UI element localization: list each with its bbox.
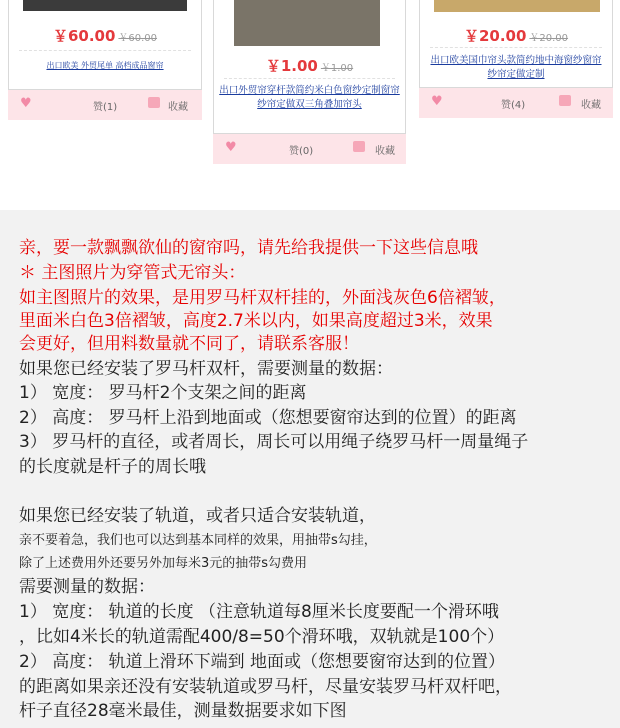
note-line: 里面米白色3倍褶皱，高度2.7米以内，如果高度超过3米，效果 (19, 311, 493, 331)
intro-line: 亲，要一款飘飘欲仙的窗帘吗，请先给我提供一下这些信息哦 (19, 238, 478, 258)
text-line: ，比如4米长的轨道需配400/8=50个滑环哦，双轨就是100个） (19, 627, 505, 647)
product-title-link[interactable]: 出口欧美 外贸尾单 高档成品窗帘 (46, 61, 164, 70)
original-price: ￥1.00 (320, 63, 354, 74)
heart-icon[interactable]: ♥ (20, 96, 32, 111)
product-image[interactable] (234, 0, 380, 46)
product-title-link[interactable]: 出口欧美国巾帘头款简约地中海窗纱窗帘纱帘定做定制 (430, 55, 602, 80)
original-price: ￥20.00 (529, 33, 569, 44)
product-price (420, 25, 612, 46)
note-line: 会更好，但用料数量就不同了，请联系客服！ (19, 334, 359, 354)
product-action-bar (419, 88, 613, 118)
product-action-bar (213, 134, 406, 164)
divider (19, 50, 191, 51)
original-price: ￥60.00 (118, 33, 158, 44)
text-line: 的距离如果亲还没有安装轨道或罗马杆，尽量安装罗马杆双杆吧， (19, 677, 512, 697)
text-line: 2） 高度： 罗马杆上沿到地面或（您想要窗帘达到的位置）的距离 (19, 408, 517, 428)
product-strip (0, 0, 620, 210)
folder-icon[interactable] (148, 97, 160, 108)
text-line: 需要测量的数据： (19, 577, 155, 597)
note-line: ＊ 主图照片为穿管式无帘头： (19, 263, 246, 283)
divider (224, 78, 395, 79)
like-count[interactable]: 赞(1) (93, 102, 118, 113)
product-image[interactable] (23, 0, 187, 11)
divider (430, 47, 602, 48)
text-line: 2） 高度： 轨道上滑环下端到 地面或（您想要窗帘达到的位置） (19, 652, 506, 672)
favorite-button[interactable]: 收藏 (168, 102, 188, 113)
favorite-button[interactable]: 收藏 (375, 146, 395, 157)
like-count[interactable]: 赞(0) (289, 146, 314, 157)
current-price: ￥60.00 (52, 27, 116, 45)
folder-icon[interactable] (353, 141, 365, 152)
heart-icon[interactable]: ♥ (225, 140, 237, 155)
note-line: 如主图照片的效果，是用罗马杆双杆挂的，外面浅灰色6倍褶皱， (19, 288, 506, 308)
product-title-link[interactable]: 出口外贸帘穿杆款简约米白色窗纱定制窗帘纱帘定做双三角叠加帘头 (219, 85, 400, 110)
product-price (9, 25, 201, 46)
current-price: ￥20.00 (463, 27, 527, 45)
like-count[interactable]: 赞(4) (501, 100, 526, 111)
heart-icon[interactable]: ♥ (431, 94, 443, 109)
folder-icon[interactable] (559, 95, 571, 106)
product-action-bar (8, 90, 202, 120)
text-line: 亲不要着急，我们也可以达到基本同样的效果，用抽带s勾挂， (19, 533, 377, 548)
current-price: ￥1.00 (265, 57, 318, 75)
description-panel (0, 210, 620, 728)
text-line: 如果您已经安装了轨道，或者只适合安装轨道， (19, 506, 376, 526)
product-image[interactable] (434, 0, 600, 12)
product-card[interactable] (419, 0, 613, 88)
text-line: 3） 罗马杆的直径，或者周长，周长可以用绳子绕罗马杆一周量绳子 (19, 432, 529, 452)
favorite-button[interactable]: 收藏 (581, 100, 601, 111)
text-line: 除了上述费用外还要另外加每米3元的抽带s勾费用 (19, 556, 308, 571)
product-card[interactable] (213, 0, 406, 134)
text-line: 的长度就是杆子的周长哦 (19, 457, 206, 477)
product-price (214, 55, 405, 76)
text-line: 如果您已经安装了罗马杆双杆，需要测量的数据： (19, 359, 393, 379)
product-card[interactable] (8, 0, 202, 90)
text-line: 1） 宽度： 罗马杆2个支架之间的距离 (19, 383, 307, 403)
text-line: 1） 宽度： 轨道的长度 （注意轨道每8厘米长度要配一个滑环哦 (19, 602, 499, 622)
text-line: 杆子直径28毫米最佳，测量数据要求如下图 (19, 701, 347, 721)
